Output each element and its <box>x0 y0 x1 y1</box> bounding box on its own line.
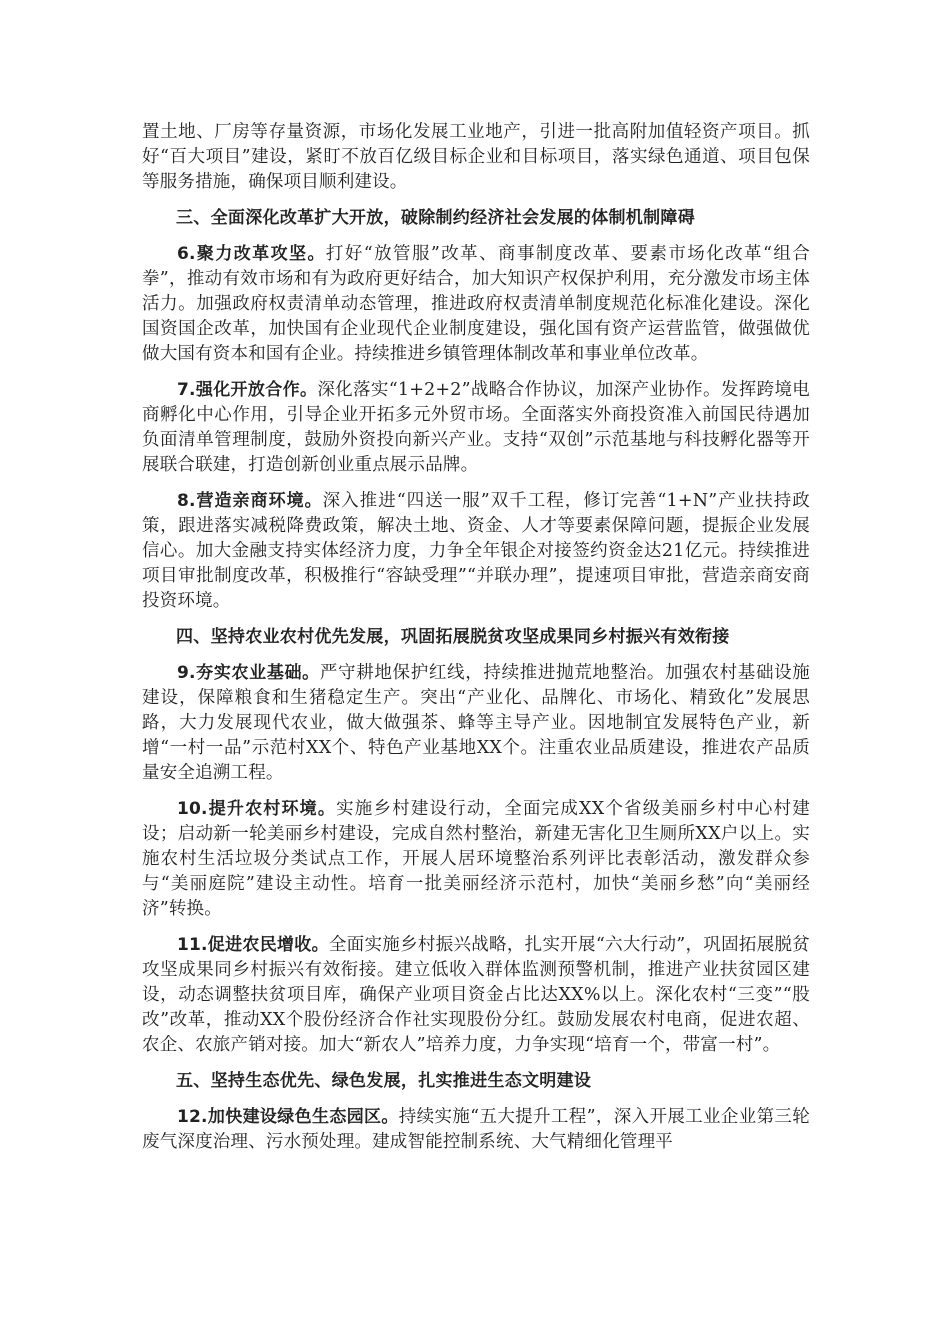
item-text-9: 严守耕地保护红线，持续推进抛荒地整治。加强农村基础设施建设，保障粮食和生猪稳定生产。突出“产业化、品牌化、市场化、精致化”发展思路，大力发展现代农业，做大做强茶、蜂等主导产业。因地制宜发展特色产业，新增“一村一品”示范村XX个、特色产业基地XX个。注重农业品质建设，推进农产品质量安全追溯工程。 <box>142 663 810 783</box>
item-text-7: 深化落实“1+2+2”战略合作协议，加深产业协作。发挥跨境电商孵化中心作用，引导企业开拓多元外贸市场。全面落实外商投资准入前国民待遇加负面清单管理制度，鼓励外资投向新兴产业。支持“双创”示范基地与科技孵化器等开展联合联建，打造创新创业重点展示品牌。 <box>142 380 810 475</box>
item-lead-11: 11.促进农民增收。 <box>177 935 329 955</box>
section-heading-3: 三、全面深化改革扩大开放，破除制约经济社会发展的体制机制障碍 <box>176 208 695 228</box>
item-lead-7: 7.强化开放合作。 <box>177 380 318 400</box>
item-lead-9: 9.夯实农业基础。 <box>177 663 320 683</box>
section-heading-5: 五、坚持生态优先、绿色发展，扎实推进生态文明建设 <box>176 1071 592 1091</box>
item-lead-6: 6.聚力改革攻坚。 <box>177 244 326 264</box>
item-text-6: 打好“放管服”改革、商事制度改革、要素市场化改革“组合拳”，推动有效市场和有为政府更好结合，加大知识产权保护利用，充分激发市场主体活力。加强政府权责清单动态管理，推进政府权责清单制度规范化标准化建设。深化国资国企改革，加快国有企业现代企业制度建设，强化国有资产运营监管，做强做优做大国有资本和国有企业。持续推进乡镇管理体制改革和事业单位改革。 <box>142 244 810 364</box>
item-paragraph-7 <box>142 378 810 478</box>
document-page <box>142 120 810 1166</box>
item-paragraph-12 <box>142 1105 810 1155</box>
item-paragraph-8 <box>142 489 810 614</box>
item-paragraph-9 <box>142 661 810 786</box>
item-text-10: 实施乡村建设行动，全面完成XX个省级美丽乡村中心村建设；启动新一轮美丽乡村建设，完成自然村整治，新建无害化卫生厕所XX户以上。实施农村生活垃圾分类试点工作，开展人居环境整治系列评比表彰活动，激发群众参与“美丽庭院”建设主动性。培育一批美丽经济示范村，加快“美丽乡愁”向“美丽经济”转换。 <box>142 799 810 919</box>
section-heading-4: 四、坚持农业农村优先发展，巩固拓展脱贫攻坚成果同乡村振兴有效衔接 <box>176 627 730 647</box>
item-lead-10: 10.提升农村环境。 <box>177 799 337 819</box>
item-text-11: 全面实施乡村振兴战略，扎实开展“六大行动”，巩固拓展脱贫攻坚成果同乡村振兴有效衔接。建立低收入群体监测预警机制，推进产业扶贫园区建设，动态调整扶贫项目库，确保产业项目资金占比达XX%以上。深化农村“三变”“股改”改革，推动XX个股份经济合作社实现股份分红。鼓励发展农村电商，促进农超、农企、农旅产销对接。加大“新农人”培养力度，力争实现“培育一个，带富一村”。 <box>142 935 810 1055</box>
item-text-12: 持续实施“五大提升工程”，深入开展工业企业第三轮废气深度治理、污水预处理。建成智能控制系统、大气精细化管理平 <box>142 1107 810 1152</box>
item-lead-8: 8.营造亲商环境。 <box>177 491 323 511</box>
item-text-8: 深入推进“四送一服”双千工程，修订完善“1+N”产业扶持政策，跟进落实减税降费政策，解决土地、资金、人才等要素保障问题，提振企业发展信心。加大金融支持实体经济力度，力争全年银企对接签约资金达21亿元。持续推进项目审批制度改革，积极推行“容缺受理”“并联办理”，提速项目审批，营造亲商安商投资环境。 <box>142 491 810 611</box>
intro-paragraph: 置土地、厂房等存量资源，市场化发展工业地产，引进一批高附加值轻资产项目。抓好“百大项目”建设，紧盯不放百亿级目标企业和目标项目，落实绿色通道、项目包保等服务措施，确保项目顺利建设。 <box>142 122 810 192</box>
item-paragraph-11 <box>142 933 810 1058</box>
item-lead-12: 12.加快建设绿色生态园区。 <box>177 1107 399 1127</box>
item-paragraph-10 <box>142 797 810 922</box>
item-paragraph-6 <box>142 242 810 367</box>
